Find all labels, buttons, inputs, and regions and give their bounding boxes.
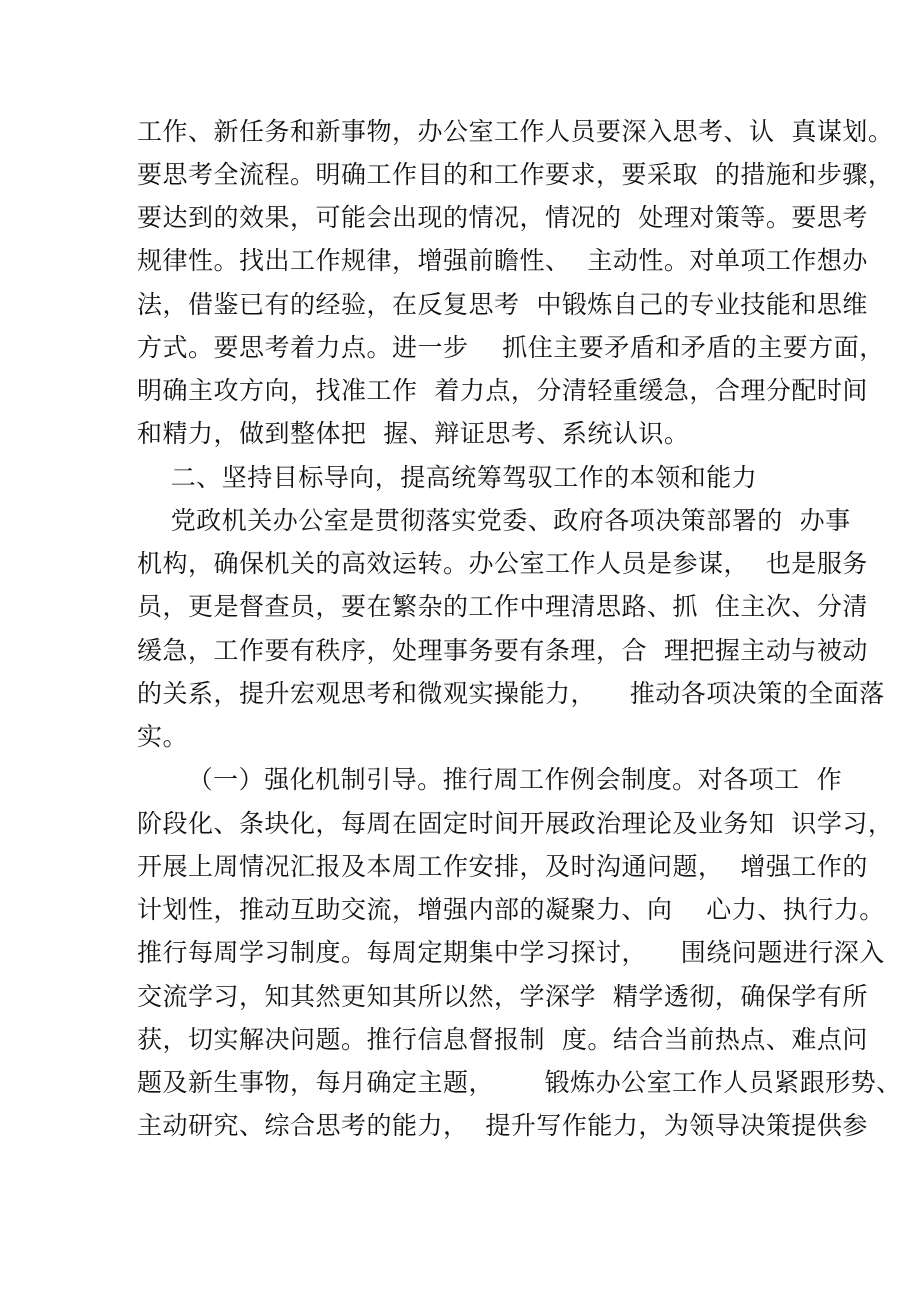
- text-line: 阶段化、条块化，每周在固定时间开展政治理论及业务知 识学习，: [137, 809, 894, 838]
- text-line: 机构，确保机关的高效运转。办公室工作人员是参谋， 也是服务: [137, 549, 868, 578]
- text-line: 主动研究、综合思考的能力， 提升写作能力，为领导决策提供参: [137, 1111, 868, 1140]
- text-line: 推行每周学习制度。每周定期集中学习探讨， 围绕问题进行深入: [137, 938, 885, 967]
- text-line: 的关系，提升宏观思考和微观实操能力， 推动各项决策的全面落: [137, 679, 885, 708]
- section-heading: 二、坚持目标导向，提高统筹驾驭工作的本领和能力: [137, 463, 758, 492]
- text-line: 要思考全流程。明确工作目的和工作要求，要采取 的措施和步骤，: [137, 160, 894, 189]
- text-line: 要达到的效果，可能会出现的情况，情况的 处理对策等。要思考: [137, 203, 868, 232]
- text-line: 方式。要思考着力点。进一步 抓住主要矛盾和矛盾的主要方面，: [137, 333, 885, 362]
- text-line: 和精力，做到整体把 握、辩证思考、系统认识。: [137, 419, 690, 448]
- text-line: 获，切实解决问题。推行信息督报制 度。结合当前热点、难点问: [137, 1025, 868, 1054]
- text-line: 明确主攻方向，找准工作 着力点，分清轻重缓急，合理分配时间: [137, 376, 868, 405]
- text-line: 法，借鉴已有的经验，在反复思考 中锻炼自己的专业技能和思维: [137, 290, 868, 319]
- text-line: 题及新生事物，每月确定主题， 锻炼办公室工作人员紧跟形势、: [137, 1068, 902, 1097]
- text-line: 缓急，工作要有秩序，处理事务要有条理，合 理把握主动与被动: [137, 636, 868, 665]
- text-line: 员，更是督查员，要在繁杂的工作中理清思路、抓 住主次、分清: [137, 592, 868, 621]
- text-line: 党政机关办公室是贯彻落实党委、政府各项决策部署的 办事: [137, 506, 851, 535]
- text-line: 规律性。找出工作规律，增强前瞻性、 主动性。对单项工作想办: [137, 246, 868, 275]
- subsection-line: （一）强化机制引导。推行周工作例会制度。对各项工 作: [137, 765, 843, 794]
- text-line: 计划性，推动互助交流，增强内部的凝聚力、向 心力、执行力。: [137, 895, 885, 924]
- text-line: 工作、新任务和新事物，办公室工作人员要深入思考、认 真谋划。: [137, 117, 894, 146]
- text-line: 交流学习，知其然更知其所以然，学深学 精学透彻，确保学有所: [137, 982, 868, 1011]
- text-line: 开展上周情况汇报及本周工作安排，及时沟通问题， 增强工作的: [137, 852, 868, 881]
- text-line: 实。: [137, 722, 189, 751]
